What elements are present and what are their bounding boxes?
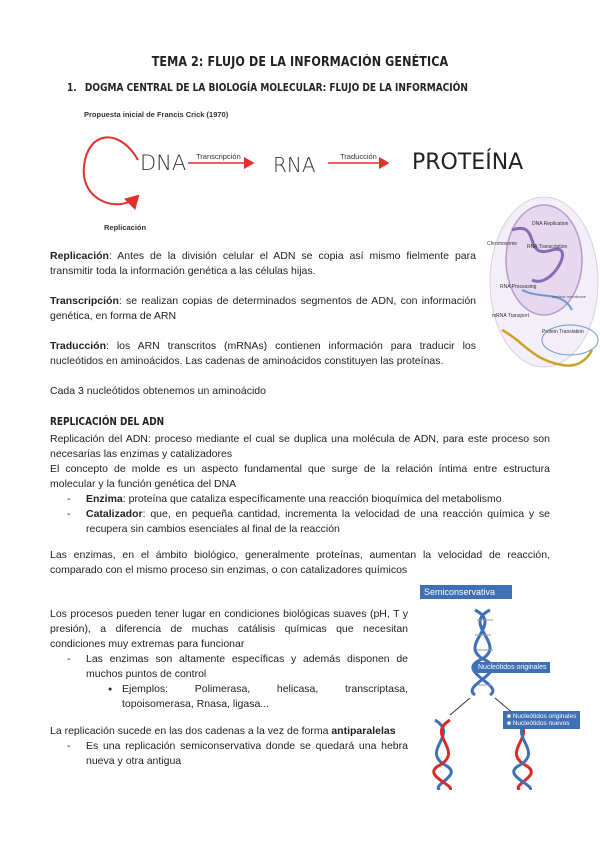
replication-loop-arrow <box>84 137 138 204</box>
dna-label: DNA <box>140 151 187 175</box>
svg-text:Chromosome: Chromosome <box>487 241 518 247</box>
specificity-list <box>50 652 408 682</box>
codon-note: Cada 3 nucleótidos obtenemos un aminoácido <box>50 385 266 397</box>
conditions-block <box>50 607 408 712</box>
cell-illustration <box>482 190 600 380</box>
replication-intro <box>50 432 550 537</box>
definition-transcription: Transcripción: se realizan copias de determinados segmentos de ADN, con información genética, en forma de ARN <box>50 295 476 322</box>
transcription-label: Transcripción <box>196 152 241 161</box>
section-heading-2: REPLICACIÓN DEL ADN <box>50 416 165 428</box>
svg-text:mRNA Transport: mRNA Transport <box>492 313 529 319</box>
rna-label: RNA <box>273 153 316 177</box>
legend-new: ■ Nucleótidos nuevos <box>507 720 570 727</box>
list-item-catalyst: - Catalizador: que, en pequeña cantidad, incrementa la velocidad de una reacción química y se recupera sin cambios esenciales al final de la reacción <box>50 507 550 537</box>
central-dogma-arrows <box>78 118 398 218</box>
section-number: 1. <box>67 81 77 94</box>
svg-text:RNA Transcription: RNA Transcription <box>527 244 568 250</box>
paragraph-replication-def: Replicación del ADN: proceso mediante el cual se duplica una molécula de ADN, para este proceso son necesarias las enzimas y catalizadores <box>50 433 550 460</box>
svg-text:Nuclear membrane: Nuclear membrane <box>552 294 587 299</box>
original-nucleotides-label: Nucleótidos originales <box>474 662 550 673</box>
list-item-examples: ● Ejemplos: Polimerasa, helicasa, transcriptasa, topoisomerasa, Rnasa, ligasa... <box>50 682 408 712</box>
semiconservative-title: Semiconservativa <box>420 585 512 599</box>
page-title: TEMA 2: FLUJO DE LA INFORMACIÓN GENÉTICA <box>151 55 449 70</box>
svg-text:Protein Translation: Protein Translation <box>542 329 584 335</box>
definition-translation: Traducción: los ARN transcritos (mRNAs) contienen información para traducir los nucleótidos en aminoácidos. Las cadenas de aminoácidos constituyen las proteínas. <box>50 340 476 367</box>
paragraph-antiparallel: La replicación sucede en las dos cadenas a la vez de forma antiparalelas <box>50 725 396 737</box>
list-item-enzyme: - Enzima: proteína que cataliza específicamente una reacción bioquímica del metabolismo <box>50 492 550 507</box>
replication-loop-label: Replicación <box>104 223 147 232</box>
definitions-block <box>50 249 476 399</box>
section-heading-1 <box>67 81 468 94</box>
svg-text:RNA Processing: RNA Processing <box>500 284 537 290</box>
paragraph-template: El concepto de molde es un aspecto fundamental que surge de la relación íntima entre estructura molecular y la función genética del DNA <box>50 463 550 490</box>
svg-text:DNA Replication: DNA Replication <box>532 221 569 227</box>
examples-list <box>50 682 408 712</box>
legend-original: ■ Nucleótidos originales <box>507 713 577 720</box>
semiconservative-list <box>50 739 408 769</box>
list-item-specificity: - Las enzimas son altamente específicas y además disponen de muchos puntos de control <box>50 652 408 682</box>
paragraph-conditions: Los procesos pueden tener lugar en condiciones biológicas suaves (pH, T y presión), a diferencia de muchas catálisis químicas que necesitan condiciones muy extremas para funcionar <box>50 608 408 650</box>
definition-replication: Replicación: Antes de la división celular el ADN se copia así mismo fielmente para transmitir toda la información genética a las células hijas. <box>50 250 476 277</box>
paragraph-enzymes-speed: Las enzimas, en el ámbito biológico, generalmente proteínas, aumentan la velocidad de reacción, comparado con el mismo proceso sin enzimas, o con catalizadores químicos <box>50 549 550 576</box>
enzymes-paragraph-block <box>50 548 550 578</box>
section-heading-text: DOGMA CENTRAL DE LA BIOLOGÍA MOLECULAR: FLUJO DE LA INFORMACIÓN <box>84 81 468 94</box>
definition-list <box>50 492 550 537</box>
protein-label: PROTEÍNA <box>412 150 524 175</box>
translation-label: Traducción <box>340 152 377 161</box>
antiparallel-block <box>50 724 408 769</box>
diagram-caption: Propuesta inicial de Francis Crick (1970) <box>84 110 229 119</box>
list-item-semiconservative: - Es una replicación semiconservativa donde se quedará una hebra nueva y otra antigua <box>50 739 408 769</box>
semiconservative-helix-diagram <box>415 600 595 790</box>
legend-box <box>503 711 580 729</box>
